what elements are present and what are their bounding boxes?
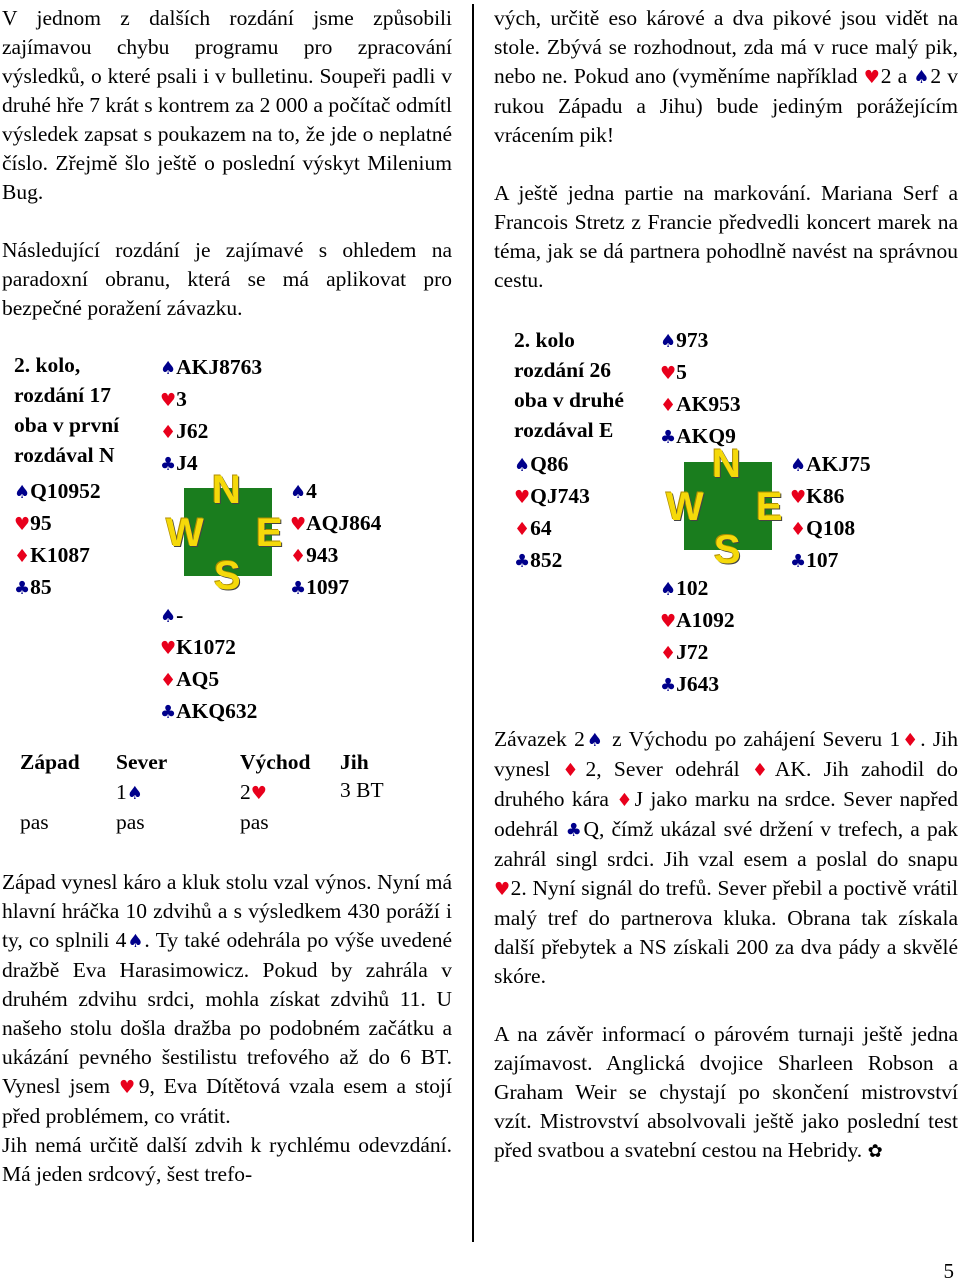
left-paragraph-4: Jih nemá určitě další zdvih k rychlému odevzdání. Má jeden srdcový, šest trefo- <box>2 1133 452 1186</box>
right-paragraph-1: vých, určitě eso kárové a dva pikové jsou vidět na stole. Zbývá se rozhodnout, zda má v ruce malý pik, nebo ne. Pokud ano (vyměníme například ♥2 a ♠2 v rukou Západu a Jihu) bude jediným porážejícím vrácením pik! <box>494 6 959 147</box>
deal-1-south-hand: ♠- ♥K1072 ♦AQ5 ♣AKQ632 <box>160 603 258 723</box>
diamond-icon: ♦ <box>160 422 177 443</box>
left-column-lower <box>2 868 452 1189</box>
club-icon: ♣ <box>160 454 177 475</box>
compass-north-label: N <box>212 468 241 512</box>
heart-icon: ♥ <box>863 67 881 88</box>
page-number: 5 <box>943 1259 954 1283</box>
diamond-icon: ♦ <box>514 519 531 540</box>
right-column-lower <box>494 725 958 1195</box>
heart-icon: ♥ <box>14 514 31 535</box>
deal-2-north-hand: ♠973 ♥5 ♦AK953 ♣AKQ9 <box>660 328 741 448</box>
deal-1-north-hand: ♠AKJ8763 ♥3 ♦J62 ♣J4 <box>160 355 263 475</box>
compass-north-label: N <box>712 442 741 486</box>
spade-icon: ♠ <box>790 455 807 476</box>
diamond-icon: ♦ <box>290 546 307 567</box>
heart-icon: ♥ <box>494 879 511 900</box>
right-paragraph-2: A ještě jedna partie na markování. Mariana Serf a Francois Stretz z Francie předvedli koncert marek na téma, jak se dá partnera pohodlně navést na správnou cestu. <box>494 181 958 292</box>
right-column <box>494 4 958 324</box>
end-clover-icon: ✿ <box>867 1141 883 1162</box>
spade-icon: ♠ <box>660 579 677 600</box>
bidding-header-north: Sever <box>116 750 168 774</box>
left-paragraph-1: V jednom z dalších rozdání jsme způsobili zajímavou chybu programu pro zpracování výsledků, o které psali i v bulletinu. Soupeři padli v druhé hře 7 krát s kontrem za 2 000 a počítač odmítl výsledek zapsat s poukazem na to, že jde o neplatné číslo. Zřejmě šlo ještě o poslední výskyt Milenium Bug. <box>2 6 452 204</box>
spade-icon: ♠ <box>913 67 931 88</box>
spade-icon: ♠ <box>290 482 307 503</box>
spade-icon: ♠ <box>584 730 605 751</box>
diamond-icon: ♦ <box>790 519 807 540</box>
deal-2-east-hand: ♠AKJ75 ♥K86 ♦Q108 ♣107 <box>790 452 871 572</box>
spade-icon: ♠ <box>160 358 177 379</box>
heart-icon: ♥ <box>660 363 677 384</box>
deal-2-west-hand: ♠Q86 ♥QJ743 ♦64 ♣852 <box>514 452 590 572</box>
compass-east-label: E <box>256 511 283 555</box>
compass-west-label: W <box>166 511 204 555</box>
bidding-header-east: Východ <box>240 750 311 774</box>
right-paragraph-4: A na závěr informací o párovém turnaji ještě jedna zajímavost. Anglická dvojice Sharleen Robson a Graham Weir se chystají po skončení mistrovství vzít. Mistrovství absolvovali ještě jako poslední test před svatbou a svatební cestou na Hebridy. ✿ <box>494 1022 958 1162</box>
compass-south-label: S <box>214 554 241 598</box>
deal-1-west-hand: ♠Q10952 ♥95 ♦K1087 ♣85 <box>14 479 101 599</box>
diamond-icon: ♦ <box>14 546 31 567</box>
bid-north-1: 1♠ <box>116 780 143 804</box>
diamond-icon: ♦ <box>900 730 921 751</box>
club-icon: ♣ <box>160 702 177 723</box>
spade-icon: ♠ <box>14 482 31 503</box>
bidding-header-west: Západ <box>20 750 80 774</box>
bid-east-2: pas <box>240 810 269 834</box>
left-column <box>2 4 452 352</box>
deal-2-south-hand: ♠102 ♥A1092 ♦J72 ♣J643 <box>660 576 735 696</box>
left-paragraph-2: Následující rozdání je zajímavé s ohledem na paradoxní obranu, která se má aplikovat pro bezpečné poražení závazku. <box>2 238 452 320</box>
spade-icon: ♠ <box>514 455 531 476</box>
club-icon: ♣ <box>514 551 531 572</box>
club-icon: ♣ <box>565 820 584 841</box>
heart-icon: ♥ <box>790 487 807 508</box>
deal-2-info: 2. kolo rozdání 26 oba v druhé rozdával E <box>514 328 624 442</box>
bid-north-2: pas <box>116 810 145 834</box>
spade-icon: ♠ <box>126 783 143 804</box>
column-divider <box>472 4 474 1242</box>
deal-1-info: 2. kolo, rozdání 17 oba v první rozdával N <box>14 353 120 467</box>
deal-1-east-hand: ♠4 ♥AQJ864 ♦943 ♣1097 <box>290 479 382 599</box>
spade-icon: ♠ <box>660 331 677 352</box>
diamond-icon: ♦ <box>751 760 775 781</box>
bid-south-1: 3 BT <box>340 778 384 802</box>
club-icon: ♣ <box>660 427 677 448</box>
diamond-icon: ♦ <box>160 670 177 691</box>
spade-icon: ♠ <box>126 931 145 952</box>
diamond-icon: ♦ <box>616 790 635 811</box>
diamond-icon: ♦ <box>562 760 586 781</box>
heart-icon: ♥ <box>660 611 677 632</box>
heart-icon: ♥ <box>514 487 531 508</box>
diamond-icon: ♦ <box>660 395 677 416</box>
heart-icon: ♥ <box>160 638 177 659</box>
heart-icon: ♥ <box>290 514 307 535</box>
spade-icon: ♠ <box>160 606 177 627</box>
bid-west-2: pas <box>20 810 49 834</box>
club-icon: ♣ <box>14 578 31 599</box>
bid-east-1: 2♥ <box>240 780 267 804</box>
heart-icon: ♥ <box>119 1077 139 1098</box>
left-paragraph-3: Západ vynesl káro a kluk stolu vzal výnos. Nyní má hlavní hráčka 10 zdvihů a s výsledkem 430 poráží i ty, co splnili 4♠. Ty také odehrála po výše uvedené dražbě Eva Harasimowicz. Pokud by zahrála v druhém zdvihu srdci, mohla získat zdvihů 11. U našeho stolu došla dražba po podobném začátku a ukázání pevného šestilistu trefového až do 6 BT. Vynesl jsem ♥9, Eva Dítětová vzala esem a stojí před problémem, co vrátit. <box>2 870 453 1128</box>
heart-icon: ♥ <box>250 783 267 804</box>
compass-south-label: S <box>714 528 741 572</box>
heart-icon: ♥ <box>160 390 177 411</box>
right-paragraph-3: Závazek 2♠ z Východu po zahájení Severu 1♦. Jih vynesl ♦2, Sever odehrál ♦AK. Jih zahodil do druhého kára ♦J jako marku na srdce. Sever napřed odehrál ♣Q, čímž ukázal své držení v trefech, a pak zahrál singl srdci. Jih vzal esem a poslal do snapu ♥2. Nyní signál do trefů. Sever přebil a poctivě vrátil malý tref do partnerova kluka. Obrana tak získala další přebytek a NS získali 200 za dva pády a skvělé skóre. <box>494 727 959 988</box>
compass-east-label: E <box>756 485 783 529</box>
bidding-header-south: Jih <box>340 750 369 774</box>
compass-west-label: W <box>666 485 704 529</box>
club-icon: ♣ <box>290 578 307 599</box>
diamond-icon: ♦ <box>660 643 677 664</box>
club-icon: ♣ <box>660 675 677 696</box>
club-icon: ♣ <box>790 551 807 572</box>
